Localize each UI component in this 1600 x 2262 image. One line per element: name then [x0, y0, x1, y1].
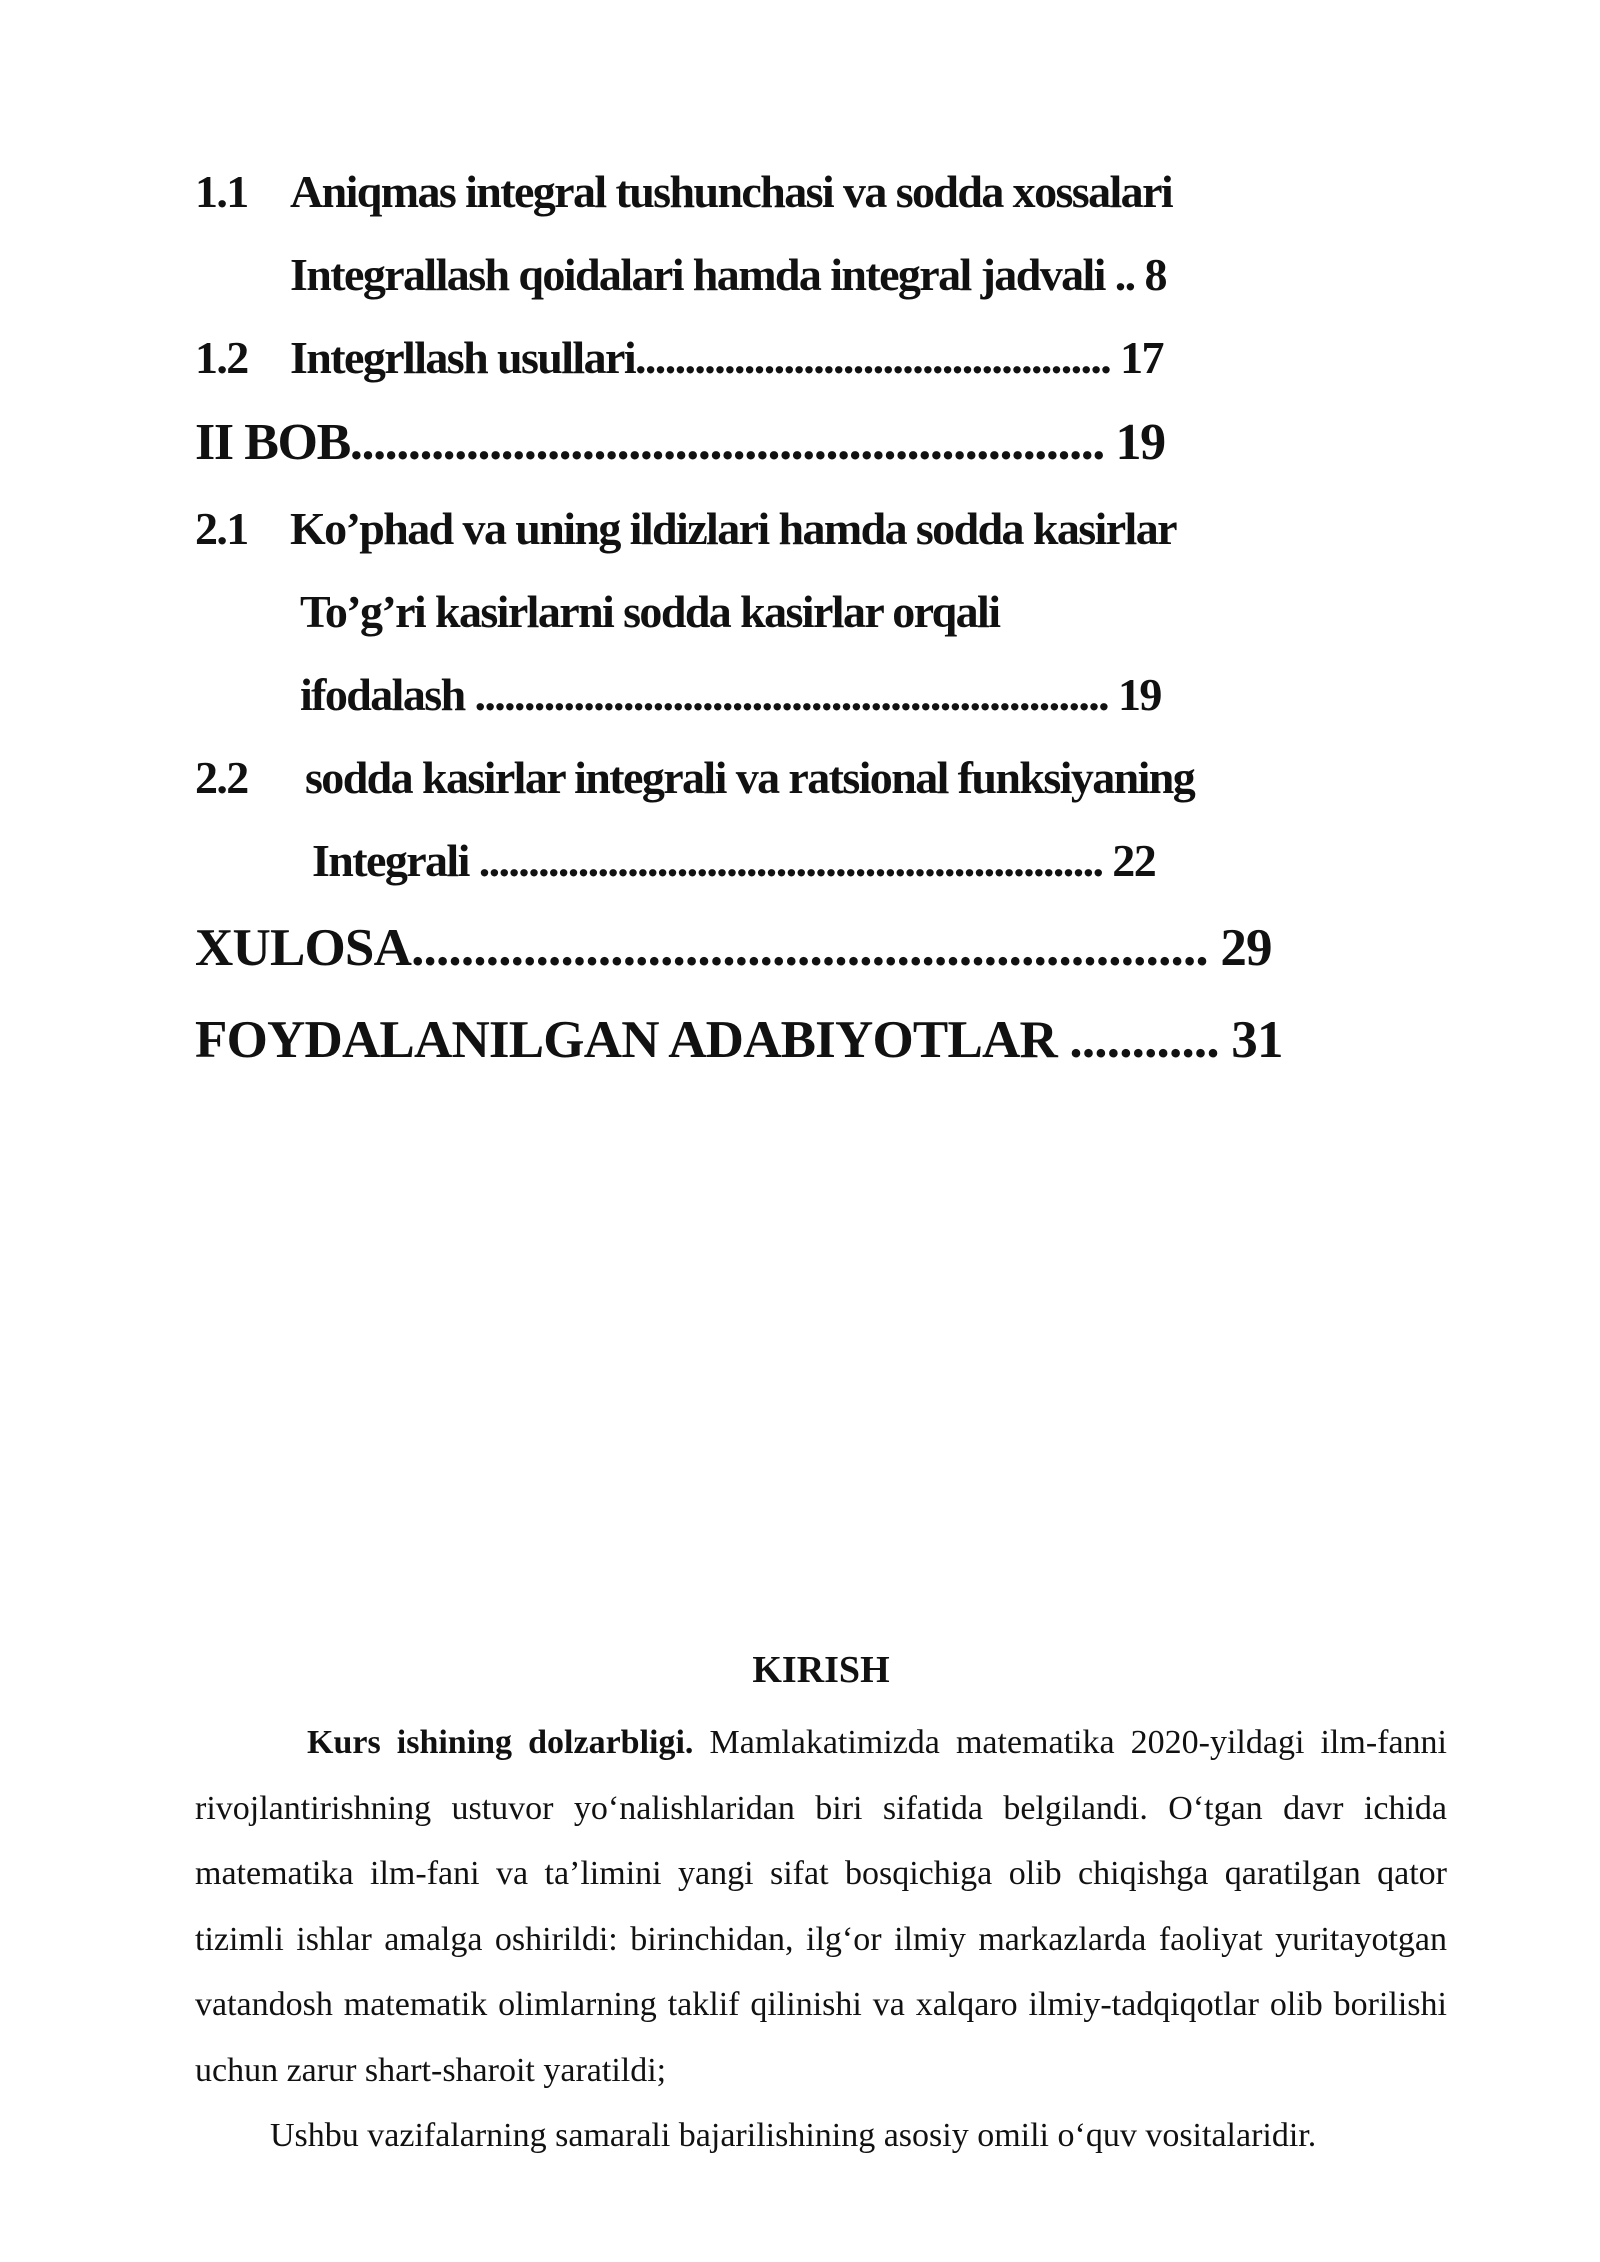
toc-entry-2-2[interactable]	[195, 736, 1295, 819]
toc-title: To’g’ri kasirlarni sodda kasirlar orqali	[300, 586, 1000, 637]
table-of-contents	[195, 150, 1295, 1086]
paragraph-text: Mamlakatimizda matematika 2020-yildagi ilm-fanni rivojlantirishning ustuvor yo‘nalishlaridan biri sifatida belgilandi. O‘tgan davr ichida matematika ilm-fani va ta’limini yangi sifat bosqichiga olib chiqishga qaratilgan qator tizimli ishlar amalga oshirildi: birinchidan, ilg‘or ilmiy markazlarda faoliyat yuritayotgan vatandosh matematik olimlarning taklif qilinishi va xalqaro ilmiy-tadqiqotlar olib borilishi uchun zarur shart-sharoit yaratildi;	[195, 1724, 1448, 2089]
toc-entry-1-2[interactable]	[195, 316, 1295, 399]
paragraph-text: Ushbu vazifalarning samarali bajarilishining asosiy omili o‘quv vositalaridir.	[270, 2117, 1317, 2154]
toc-title: XULOSA................................................................ 29	[195, 919, 1272, 977]
toc-entry-2-1[interactable]	[195, 487, 1295, 570]
toc-number: 2.1	[195, 503, 248, 554]
toc-title: Aniqmas integral tushunchasi va sodda xossalari	[290, 166, 1173, 217]
toc-number: 1.2	[195, 332, 248, 383]
intro-paragraph-1	[195, 1710, 1447, 2103]
toc-title: FOYDALANILGAN ADABIYOTLAR ............ 31	[195, 1011, 1283, 1069]
toc-title: sodda kasirlar integrali va ratsional funksiyaning	[305, 752, 1195, 803]
toc-entry-1-1-cont[interactable]	[195, 233, 1295, 316]
toc-entry-references[interactable]	[195, 994, 1295, 1086]
toc-entry-2-1-cont2[interactable]	[195, 653, 1295, 736]
toc-title: Ko’phad va uning ildizlari hamda sodda kasirlar	[290, 503, 1176, 554]
toc-title: ifodalash ................................................................ 19	[300, 669, 1161, 720]
introduction-section	[195, 1640, 1447, 2169]
toc-title: Integrllash usullari................................................ 17	[290, 332, 1163, 383]
toc-title: Integrallash qoidalari hamda integral jadvali .. 8	[290, 249, 1166, 300]
section-title: KIRISH	[752, 1649, 890, 1691]
toc-title: II BOB................................................................. 19	[195, 414, 1165, 471]
toc-title: Integrali ............................................................... 22	[312, 835, 1156, 886]
toc-entry-chapter-2[interactable]	[195, 399, 1295, 487]
paragraph-lead: Kurs ishining dolzarbligi.	[307, 1724, 694, 1761]
toc-entry-conclusion[interactable]	[195, 902, 1295, 994]
toc-number: 1.1	[195, 166, 248, 217]
toc-entry-2-2-cont[interactable]	[195, 819, 1295, 902]
toc-entry-1-1[interactable]	[195, 150, 1295, 233]
intro-paragraph-2	[195, 2103, 1447, 2169]
toc-entry-2-1-cont[interactable]	[195, 570, 1295, 653]
toc-number: 2.2	[195, 752, 248, 803]
